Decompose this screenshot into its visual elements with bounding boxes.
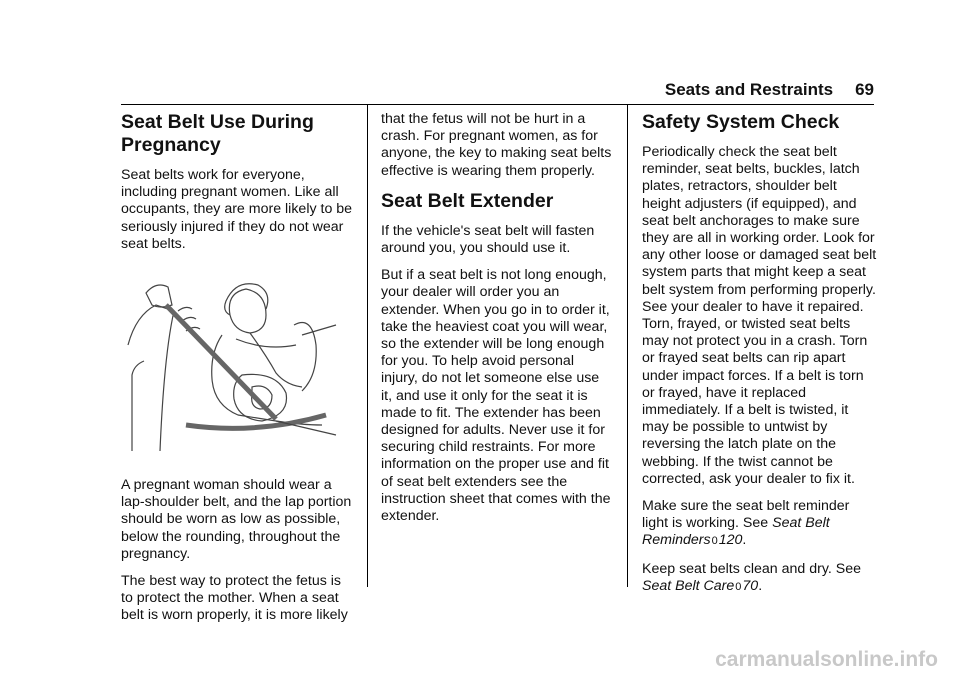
page-number: 69 — [855, 80, 874, 99]
column-1 — [121, 111, 353, 635]
seat-belt-reminders-link[interactable]: Seat Belt Reminders — [642, 515, 830, 549]
page-ref-arrow-icon: 0 — [711, 535, 718, 548]
paragraph-2-text: Make sure the seat belt reminder light is working. See — [642, 498, 850, 532]
seat-belt-care-page[interactable]: 70 — [742, 577, 759, 594]
section-title: Seats and Restraints — [664, 80, 834, 99]
seat-belt-care-link[interactable]: Seat Belt Care — [642, 577, 735, 594]
extender-paragraph-1: If the vehicle's seat belt will fasten around you, you should use it. — [381, 222, 595, 257]
column-3 — [642, 111, 878, 606]
paragraph-3-text: Keep seat belts clean and dry. See — [642, 560, 861, 577]
extender-heading: Seat Belt Extender — [381, 189, 554, 212]
safety-check-paragraph-2: Make sure the seat belt reminder light is working. See Seat Belt Reminders0120. — [642, 498, 850, 549]
seat-belt-reminders-page[interactable]: 120 — [718, 532, 743, 549]
column-divider-1 — [367, 104, 368, 587]
pregnancy-paragraph-3: The best way to protect the fetus is to protect the mother. When a seat belt is worn properly, it is more likely — [121, 573, 348, 624]
page-header — [665, 80, 874, 100]
safety-check-paragraph-3: Keep seat belts clean and dry. See Seat Belt Care070. — [642, 560, 861, 594]
pregnancy-paragraph-continued: that the fetus will not be hurt in a crash. For pregnant women, as for anyone, the key to making seat belts effective is wearing them properly. — [381, 111, 612, 179]
pregnancy-paragraph-1: Seat belts work for everyone, including pregnant women. Like all occupants, they are more likely to be seriously injured if they do not wear seat belts. — [121, 167, 353, 252]
column-2 — [381, 111, 613, 535]
pregnant-woman-seatbelt-illustration — [126, 275, 346, 451]
illustration-svg — [126, 275, 346, 451]
watermark: carmanualsonline.info — [715, 648, 938, 671]
page-ref-arrow-icon: 0 — [735, 580, 742, 593]
pregnancy-paragraph-2: A pregnant woman should wear a lap-shoulder belt, and the lap portion should be worn as low as possible, below the rounding, throughout the pregnancy. — [121, 477, 352, 562]
safety-check-paragraph-1: Periodically check the seat belt reminder, seat belts, buckles, latch plates, retractors, shoulder belt height adjusters (if equipped), and seat belt anchorages to make sure they are all in working order. Look for any other loose or damaged seat belt system parts that might keep a seat belt system from performing properly. See your dealer to have it repaired. Torn, frayed, or twisted seat belts may not protect you in a crash. Torn or frayed seat belts can rip apart under impact forces. If a belt is torn or frayed, have it replaced immediately. If a belt is twisted, it may be possible to untwist by reversing the latch plate on the webbing. If the twist cannot be corrected, ask your dealer to fix it. — [642, 144, 877, 487]
column-divider-2 — [627, 104, 628, 587]
header-rule — [121, 104, 874, 105]
pregnancy-heading: Seat Belt Use During Pregnancy — [121, 111, 314, 156]
extender-paragraph-2: But if a seat belt is not long enough, your dealer will order you an extender. When you go in to order it, take the heaviest coat you will wear, so the extender will be long enough for you. To help avoid personal injury, do not let someone else use it, and use it only for the seat it is made to fit. The extender has been designed for adults. Never use it for securing child restraints. For more information on the proper use and fit of seat belt extenders see the instruction sheet that comes with the extender. — [381, 267, 611, 525]
safety-check-heading: Safety System Check — [642, 111, 840, 133]
